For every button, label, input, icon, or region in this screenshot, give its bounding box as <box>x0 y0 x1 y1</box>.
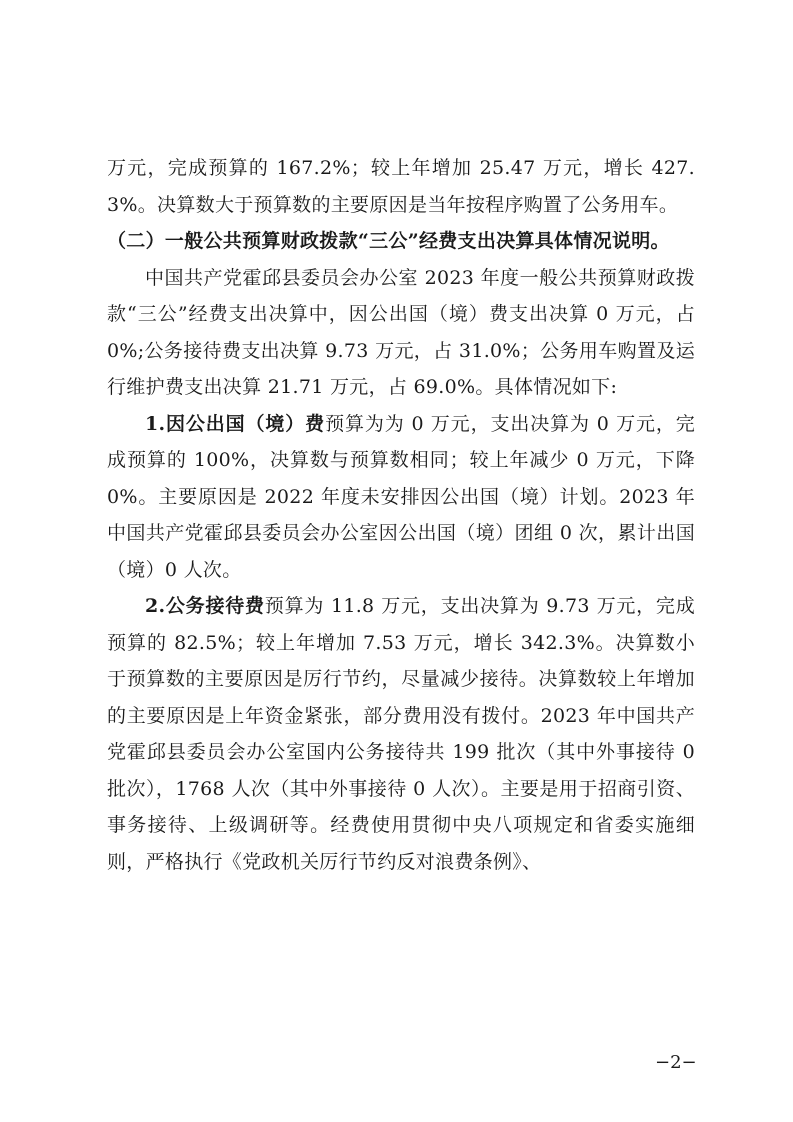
document-body <box>107 150 695 880</box>
page-number: −2− <box>655 1052 697 1073</box>
item-heading-reception: 2.公务接待费 <box>145 595 265 617</box>
item-text-overseas: 预算为为 0 万元，支出决算为 0 万元，完成预算的 100%，决算数与预算数相同；较上年减少 0 万元，下降 0%。主要原因是 2022 年度未安排因公出国（境）计划。2023 年中国共产党霍邱县委员会办公室因公出国（境）团组 0 次，累计出国（境）0 人次。 <box>107 412 696 581</box>
item-text-reception: 预算为 11.8 万元，支出决算为 9.73 万元，完成预算的 82.5%；较上年增加 7.53 万元，增长 342.3%。决算数小于预算数的主要原因是厉行节约，尽量减少接待。决算数较上年增加的主要原因是上年资金紧张，部分费用没有拨付。2023 年中国共产党霍邱县委员会办公室国内公务接待共 199 批次（其中外事接待 0 批次），1768 人次（其中外事接待 0 人次）。主要是用于招商引资、事务接待、上级调研等。经费使用贯彻中央八项规定和省委实施细则，严格执行《党政机关厉行节约反对浪费条例》、 <box>107 595 696 873</box>
section-heading: （二）一般公共预算财政拨款“三公”经费支出决算具体情况说明。 <box>107 230 670 252</box>
paragraph-item-reception <box>107 588 695 880</box>
paragraph-overview: 中国共产党霍邱县委员会办公室 2023 年度一般公共预算财政拨款“三公”经费支出决算中，因公出国（境）费支出决算 0 万元，占 0%;公务接待费支出决算 9.73 万元，占 31.0%；公务用车购置及运行维护费支出决算 21.71 万元，占 69.0%。具体情况如下: <box>107 266 695 398</box>
paragraph-continuation: 万元，完成预算的 167.2%；较上年增加 25.47 万元，增长 427.3%。决算数大于预算数的主要原因是当年按程序购置了公务用车。 <box>107 157 695 216</box>
item-heading-overseas: 1.因公出国（境）费 <box>145 412 326 435</box>
paragraph-item-overseas <box>107 406 695 589</box>
